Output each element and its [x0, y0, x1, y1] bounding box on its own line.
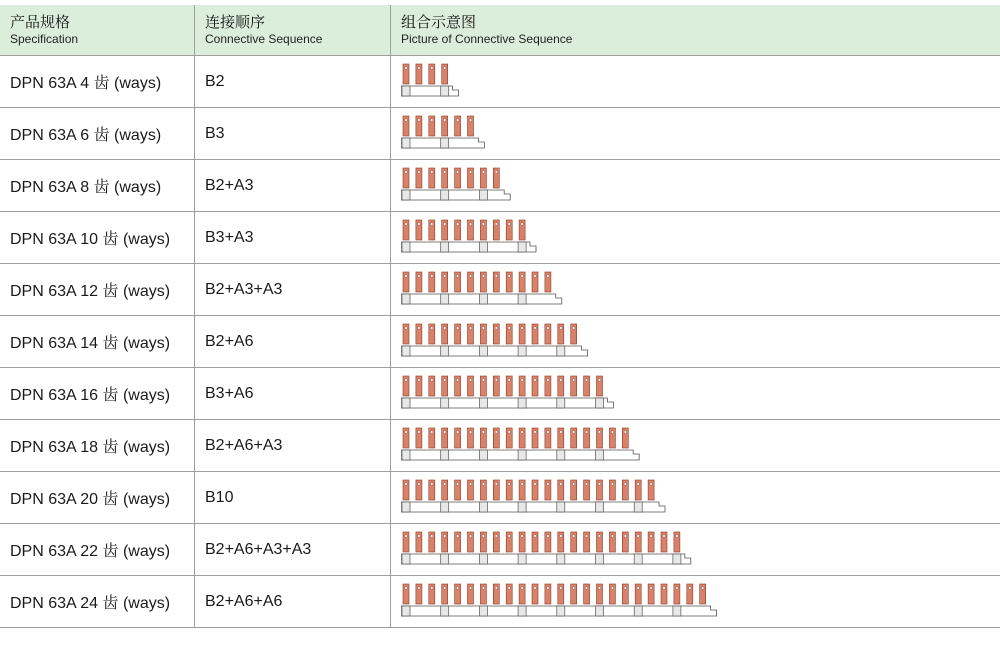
busbar-connector: [596, 502, 604, 512]
pin-hole: [547, 327, 550, 330]
table-row: [0, 420, 1000, 472]
pin-hole: [495, 379, 498, 382]
busbar-base: [401, 242, 536, 252]
busbar-diagram: [401, 114, 495, 154]
pin-hole: [663, 535, 666, 538]
pin-hole: [521, 275, 524, 278]
busbar-diagram: [401, 166, 521, 206]
pin-hole: [650, 535, 653, 538]
pin-hole: [611, 431, 614, 434]
picture-cell: [391, 316, 1000, 367]
header-sequence: [195, 5, 391, 55]
pin-hole: [611, 483, 614, 486]
pin-hole: [469, 275, 472, 278]
pin-hole: [431, 171, 434, 174]
pin-hole: [508, 535, 511, 538]
pin-hole: [534, 379, 537, 382]
pin-hole: [469, 223, 472, 226]
spec-cell: DPN 63A 10 齿 (ways): [0, 212, 195, 263]
pin-hole: [443, 483, 446, 486]
pin-hole: [676, 535, 679, 538]
pin-hole: [443, 171, 446, 174]
pin-hole: [521, 587, 524, 590]
busbar-connector: [402, 86, 410, 96]
pin-hole: [624, 535, 627, 538]
busbar-connector: [441, 190, 449, 200]
pin-hole: [418, 171, 421, 174]
pin-hole: [598, 535, 601, 538]
pin-hole: [405, 483, 408, 486]
pin-hole: [469, 171, 472, 174]
pin-hole: [508, 275, 511, 278]
busbar-base: [401, 190, 510, 200]
header-picture-en: Picture of Connective Sequence: [401, 31, 573, 46]
picture-cell: [391, 56, 1000, 107]
pin-hole: [443, 119, 446, 122]
picture-cell: [391, 524, 1000, 575]
sequence-cell: B2+A6+A3+A3: [195, 524, 391, 575]
picture-cell: [391, 368, 1000, 419]
pin-hole: [521, 535, 524, 538]
pin-hole: [431, 483, 434, 486]
header-sequence-cn: 连接顺序: [205, 13, 266, 31]
pin-hole: [560, 535, 563, 538]
busbar-connector: [518, 502, 526, 512]
picture-cell: [391, 472, 1000, 523]
busbar-connector: [402, 242, 410, 252]
pin-hole: [418, 431, 421, 434]
table-row: [0, 316, 1000, 368]
pin-hole: [611, 587, 614, 590]
pin-hole: [443, 587, 446, 590]
busbar-connector: [441, 502, 449, 512]
pin-hole: [650, 483, 653, 486]
pin-hole: [456, 223, 459, 226]
busbar-connector: [557, 450, 565, 460]
pin-hole: [521, 379, 524, 382]
busbar-connector: [441, 606, 449, 616]
busbar-diagram: [401, 322, 598, 362]
pin-hole: [431, 223, 434, 226]
pin-hole: [534, 587, 537, 590]
pin-hole: [456, 483, 459, 486]
busbar-connector: [402, 294, 410, 304]
pin-hole: [482, 275, 485, 278]
pin-hole: [418, 535, 421, 538]
busbar-connector: [518, 554, 526, 564]
pin-hole: [443, 535, 446, 538]
busbar-connector: [479, 294, 487, 304]
pin-hole: [443, 379, 446, 382]
pin-hole: [482, 327, 485, 330]
table-row: [0, 472, 1000, 524]
pin-hole: [469, 431, 472, 434]
pin-hole: [534, 431, 537, 434]
spec-cell: DPN 63A 20 齿 (ways): [0, 472, 195, 523]
busbar-diagram: [401, 270, 572, 310]
pin-hole: [508, 431, 511, 434]
busbar-connector: [557, 554, 565, 564]
pin-hole: [456, 327, 459, 330]
table-row: [0, 56, 1000, 108]
pin-hole: [418, 223, 421, 226]
busbar-connector: [441, 294, 449, 304]
spec-cell: DPN 63A 6 齿 (ways): [0, 108, 195, 159]
pin-hole: [572, 379, 575, 382]
sequence-cell: B2+A6: [195, 316, 391, 367]
table-row: [0, 264, 1000, 316]
busbar-connector: [596, 606, 604, 616]
pin-hole: [418, 379, 421, 382]
spec-cell: DPN 63A 8 齿 (ways): [0, 160, 195, 211]
pin-hole: [598, 431, 601, 434]
pin-hole: [482, 379, 485, 382]
busbar-diagram: [401, 62, 469, 102]
pin-hole: [482, 431, 485, 434]
pin-hole: [405, 431, 408, 434]
busbar-connector: [402, 502, 410, 512]
pin-hole: [405, 535, 408, 538]
pin-hole: [560, 587, 563, 590]
pin-hole: [560, 379, 563, 382]
busbar-connector: [479, 606, 487, 616]
picture-cell: [391, 160, 1000, 211]
pin-hole: [663, 587, 666, 590]
pin-hole: [418, 119, 421, 122]
pin-hole: [431, 587, 434, 590]
sequence-cell: B3+A3: [195, 212, 391, 263]
header-picture-cn: 组合示意图: [401, 13, 477, 31]
pin-hole: [689, 587, 692, 590]
table-row: [0, 160, 1000, 212]
pin-hole: [495, 431, 498, 434]
sequence-cell: B2+A3+A3: [195, 264, 391, 315]
busbar-connector: [518, 242, 526, 252]
busbar-connector: [518, 606, 526, 616]
busbar-diagram: [401, 374, 624, 414]
busbar-connector: [673, 606, 681, 616]
sequence-cell: B2: [195, 56, 391, 107]
sequence-cell: B2+A3: [195, 160, 391, 211]
pin-hole: [405, 171, 408, 174]
table-header: [0, 5, 1000, 56]
pin-hole: [521, 223, 524, 226]
busbar-connector: [402, 554, 410, 564]
pin-hole: [508, 223, 511, 226]
pin-hole: [624, 483, 627, 486]
busbar-connector: [634, 502, 642, 512]
table-body: [0, 56, 1000, 628]
pin-hole: [547, 275, 550, 278]
sequence-cell: B3: [195, 108, 391, 159]
pin-hole: [456, 275, 459, 278]
table-row: [0, 368, 1000, 420]
pin-hole: [469, 587, 472, 590]
pin-hole: [521, 483, 524, 486]
spec-cell: DPN 63A 22 齿 (ways): [0, 524, 195, 575]
sequence-cell: B2+A6+A6: [195, 576, 391, 627]
busbar-connector: [518, 346, 526, 356]
pin-hole: [701, 587, 704, 590]
sequence-cell: B3+A6: [195, 368, 391, 419]
busbar-connector: [518, 398, 526, 408]
pin-hole: [508, 483, 511, 486]
busbar-connector: [479, 242, 487, 252]
spec-cell: DPN 63A 16 齿 (ways): [0, 368, 195, 419]
sequence-cell: B2+A6+A3: [195, 420, 391, 471]
pin-hole: [443, 67, 446, 70]
busbar-connector: [596, 554, 604, 564]
busbar-connector: [596, 450, 604, 460]
busbar-connector: [441, 346, 449, 356]
pin-hole: [469, 327, 472, 330]
pin-hole: [431, 119, 434, 122]
pin-hole: [534, 535, 537, 538]
picture-cell: [391, 264, 1000, 315]
pin-hole: [469, 379, 472, 382]
pin-hole: [405, 67, 408, 70]
pin-hole: [521, 431, 524, 434]
busbar-connector: [673, 554, 681, 564]
busbar-connector: [402, 606, 410, 616]
header-sequence-en: Connective Sequence: [205, 31, 323, 46]
pin-hole: [560, 327, 563, 330]
pin-hole: [585, 483, 588, 486]
pin-hole: [443, 431, 446, 434]
table-row: [0, 524, 1000, 576]
pin-hole: [456, 379, 459, 382]
busbar-connector: [402, 190, 410, 200]
pin-hole: [560, 483, 563, 486]
spec-cell: DPN 63A 4 齿 (ways): [0, 56, 195, 107]
busbar-connector: [402, 398, 410, 408]
pin-hole: [676, 587, 679, 590]
pin-hole: [443, 223, 446, 226]
pin-hole: [405, 223, 408, 226]
busbar-connector: [479, 190, 487, 200]
pin-hole: [443, 275, 446, 278]
pin-hole: [637, 587, 640, 590]
busbar-connector: [402, 450, 410, 460]
spec-cell: DPN 63A 12 齿 (ways): [0, 264, 195, 315]
pin-hole: [431, 431, 434, 434]
pin-hole: [547, 431, 550, 434]
pin-hole: [482, 223, 485, 226]
pin-hole: [650, 587, 653, 590]
pin-hole: [418, 275, 421, 278]
pin-hole: [560, 431, 563, 434]
busbar-diagram: [401, 582, 727, 622]
pin-hole: [405, 275, 408, 278]
pin-hole: [534, 327, 537, 330]
pin-hole: [585, 379, 588, 382]
pin-hole: [637, 483, 640, 486]
busbar-connector: [557, 606, 565, 616]
picture-cell: [391, 212, 1000, 263]
pin-hole: [547, 587, 550, 590]
header-spec-cn: 产品规格: [10, 13, 71, 31]
busbar-diagram: [401, 426, 650, 466]
pin-hole: [469, 535, 472, 538]
pin-hole: [547, 535, 550, 538]
pin-hole: [495, 275, 498, 278]
pin-hole: [508, 327, 511, 330]
pin-hole: [431, 275, 434, 278]
sequence-cell: B10: [195, 472, 391, 523]
busbar-connector: [441, 450, 449, 460]
pin-hole: [495, 483, 498, 486]
pin-hole: [495, 223, 498, 226]
pin-hole: [469, 119, 472, 122]
table-row: [0, 108, 1000, 160]
pin-hole: [598, 483, 601, 486]
busbar-connector: [479, 450, 487, 460]
pin-hole: [482, 587, 485, 590]
busbar-connector: [518, 294, 526, 304]
busbar-diagram: [401, 218, 546, 258]
pin-hole: [572, 483, 575, 486]
busbar-connector: [479, 502, 487, 512]
pin-hole: [624, 587, 627, 590]
header-picture: [391, 5, 1000, 55]
pin-hole: [482, 171, 485, 174]
busbar-connector: [402, 138, 410, 148]
pin-hole: [431, 67, 434, 70]
pin-hole: [585, 431, 588, 434]
spec-cell: DPN 63A 18 齿 (ways): [0, 420, 195, 471]
pin-hole: [456, 119, 459, 122]
pin-hole: [431, 327, 434, 330]
pin-hole: [456, 171, 459, 174]
busbar-connector: [634, 554, 642, 564]
pin-hole: [405, 119, 408, 122]
busbar-connector: [479, 554, 487, 564]
busbar-connector: [479, 346, 487, 356]
pin-hole: [508, 587, 511, 590]
pin-hole: [572, 327, 575, 330]
pin-hole: [534, 275, 537, 278]
busbar-connector: [557, 502, 565, 512]
picture-cell: [391, 576, 1000, 627]
header-spec-en: Specification: [10, 31, 79, 46]
busbar-connector: [479, 398, 487, 408]
pin-hole: [611, 535, 614, 538]
pin-hole: [585, 535, 588, 538]
pin-hole: [598, 379, 601, 382]
pin-hole: [572, 587, 575, 590]
busbar-connector: [441, 398, 449, 408]
pin-hole: [482, 483, 485, 486]
pin-hole: [495, 587, 498, 590]
pin-hole: [624, 431, 627, 434]
busbar-base: [401, 398, 613, 408]
busbar-connector: [441, 138, 449, 148]
pin-hole: [572, 535, 575, 538]
pin-hole: [495, 171, 498, 174]
pin-hole: [572, 431, 575, 434]
table-row: [0, 212, 1000, 264]
pin-hole: [521, 327, 524, 330]
table-row: [0, 576, 1000, 628]
pin-hole: [418, 483, 421, 486]
busbar-connector: [634, 606, 642, 616]
header-specification: [0, 5, 195, 55]
spec-cell: DPN 63A 24 齿 (ways): [0, 576, 195, 627]
pin-hole: [469, 483, 472, 486]
pin-hole: [443, 327, 446, 330]
busbar-connector: [441, 86, 449, 96]
pin-hole: [547, 379, 550, 382]
picture-cell: [391, 420, 1000, 471]
pin-hole: [456, 535, 459, 538]
pin-hole: [456, 587, 459, 590]
busbar-connector: [441, 554, 449, 564]
pin-hole: [495, 535, 498, 538]
pin-hole: [495, 327, 498, 330]
busbar-connector: [518, 450, 526, 460]
pin-hole: [431, 379, 434, 382]
busbar-diagram: [401, 478, 675, 518]
spec-table: [0, 5, 1000, 628]
pin-hole: [508, 379, 511, 382]
pin-hole: [405, 379, 408, 382]
busbar-connector: [441, 242, 449, 252]
busbar-diagram: [401, 530, 701, 570]
pin-hole: [547, 483, 550, 486]
picture-cell: [391, 108, 1000, 159]
busbar-connector: [557, 346, 565, 356]
pin-hole: [418, 587, 421, 590]
pin-hole: [431, 535, 434, 538]
pin-hole: [482, 535, 485, 538]
pin-hole: [534, 483, 537, 486]
pin-hole: [418, 67, 421, 70]
busbar-connector: [557, 398, 565, 408]
pin-hole: [637, 535, 640, 538]
pin-hole: [598, 587, 601, 590]
pin-hole: [405, 587, 408, 590]
pin-hole: [405, 327, 408, 330]
pin-hole: [585, 587, 588, 590]
pin-hole: [418, 327, 421, 330]
pin-hole: [456, 431, 459, 434]
busbar-connector: [596, 398, 604, 408]
busbar-connector: [402, 346, 410, 356]
spec-cell: DPN 63A 14 齿 (ways): [0, 316, 195, 367]
